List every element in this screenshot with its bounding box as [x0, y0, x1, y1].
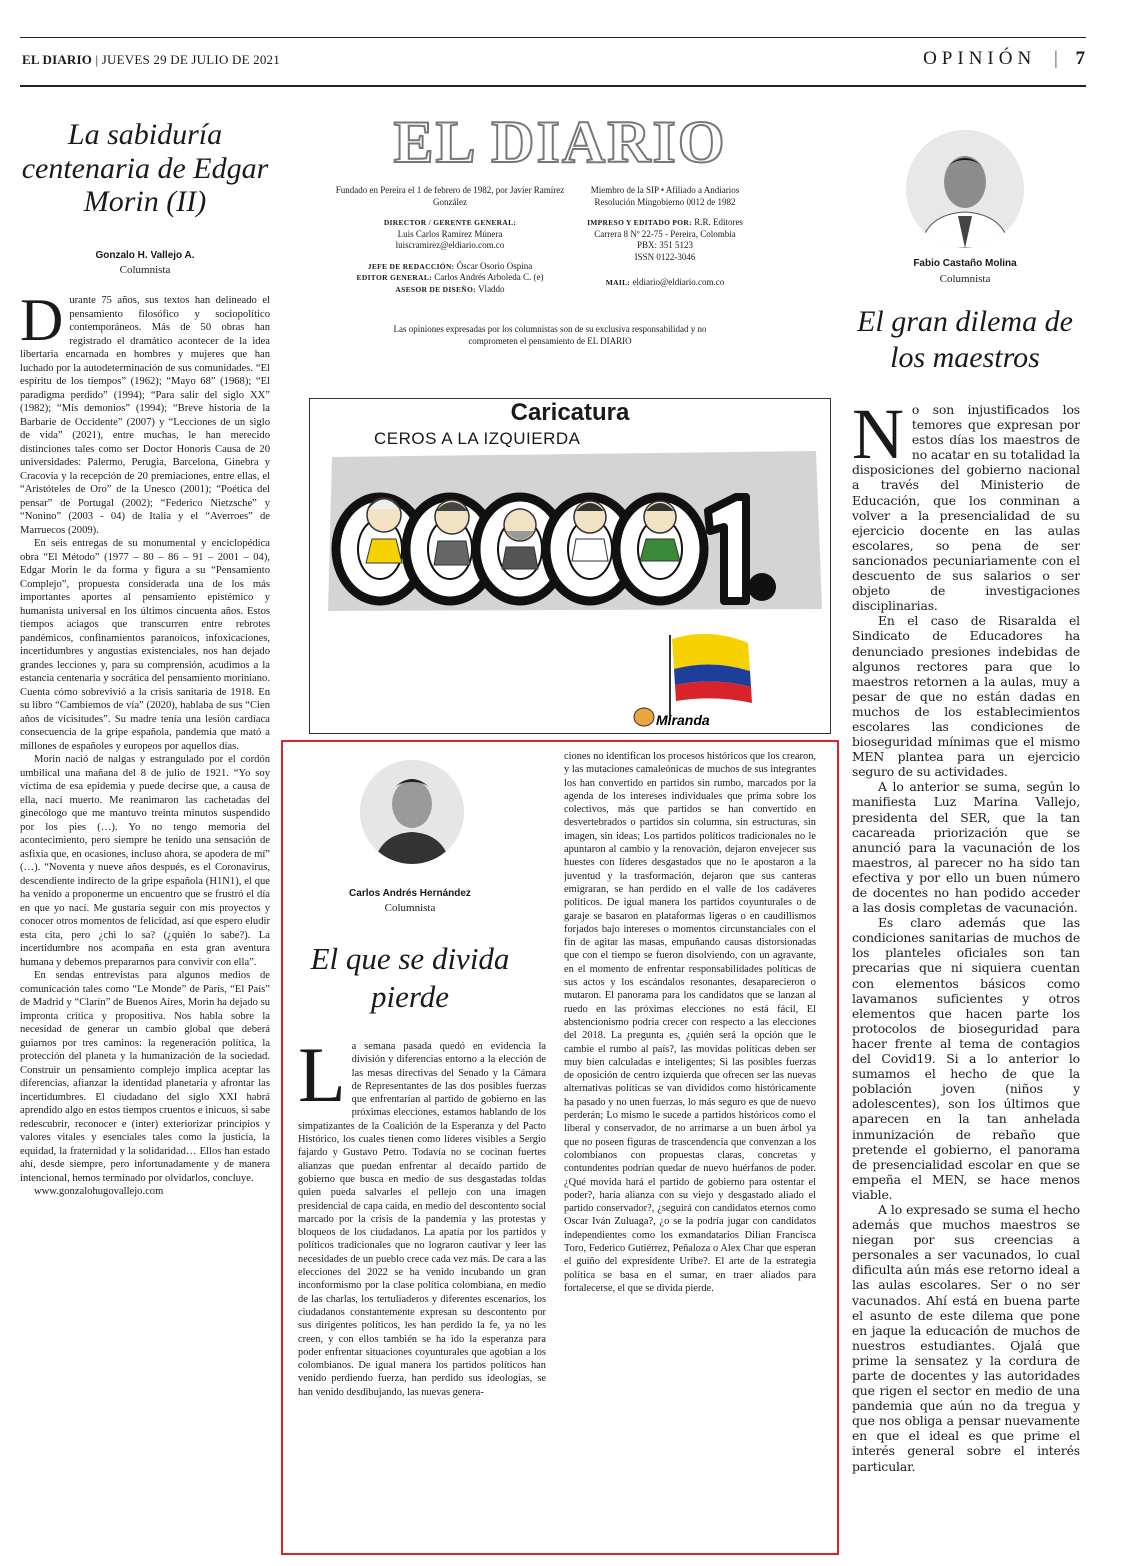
director-email: luiscramirez@eldiario.com.co [395, 240, 505, 250]
jefe-label: JEFE DE REDACCIÓN: [367, 261, 455, 271]
right-author-photo [906, 130, 1024, 248]
director-name: Luis Carlos Ramírez Múnera [397, 228, 503, 239]
left-paragraph-4: En sendas entrevistas para algunos medios de comunicación tales como “Le Monde” de París, “El País” de Madrid y “Clarín” de Buenos Aires, Morin ha dejado su impronta crítica y propositiva. Nos habla sobre la necesidad de generar un cambio global que deberá guiarnos por tres caminos: la regeneración política, la protección del planeta y la humanización de la sociedad. Construir un pensamiento complejo implica aceptar las diferencias, afianzar la identidad planetaria y afrontar las incertidumbres. El ciudadano del siglo XXI habrá aprendido algo en estos tiempos cruentos e inicuos, si sabe redescubrir, reconocer e (inter) exteriorizar principios y valores vitales y esenciales tales como la justicia, la equidad, la fraternidad y la solidaridad… Ellos han estado ahí, desde siempre, pero infortunadamente y de manera intencional, hemos terminado por olvidarlos, concluye. [20, 970, 270, 1184]
page-number: 7 [1075, 48, 1085, 69]
header-date: JUEVES 29 DE JULIO DE 2021 [101, 52, 280, 67]
asesor-name: Vladdo [478, 283, 505, 294]
masthead-left-block [330, 185, 570, 295]
right-author-name: Fabio Castaño Molina [913, 258, 1017, 269]
left-paragraph-3: Morin nació de nalgas y estrangulado por el cordón umbilical una mañana del 8 de julio de 1921. “Yo soy víctima de esa epidemia y puede decirse que, a causa de ella, nací muerto. Me reanimaron las cachetadas del ginecólogo que me mantuvo treinta minutos suspendido por los pies (…). Yo no tengo memoria del acontecimiento, pero siempre he tenido una sensación de asfixia que, en ocasiones, incluso ahora, se apodera de mí” (…). “Noventa y nueve años después, es el Coronavirus, descendiente indirecto de la gripe española (H1N1), el que ha venido a proponerme un encuentro que se frustró el día en que yo nací. Me gustaría seguir con mis proyectos y conocer otros momentos de felicidad, así que espero eludir esta cita, pero ¿chi lo sa? (¿quién lo sabe?). La incertidumbre nos acompaña en esta gran aventura humana y debemos prepararnos para convivir con ella”. [20, 754, 270, 968]
center-col1-text: a semana pasada quedó en evidencia la división y diferencias entorno a la elección de las mesas directivas del Senado y la Cámara de Representantes de las dos posibles fuerzas que enfrentarían al partido de gobierno en las próximas elecciones, estamos hablando de los simpatizantes de la Coalición de la Esperanza y del Pacto Histórico, los cuales tienen como líderes visibles a Sergio fajardo y Gustavo Petro. Todavía no se cocinan fuertes alianzas que puedan enfrentar al decaído partido de gobierno que busca en medio de sus desgastadas toldas quien pueda salvarles el pellejo con una imagen presidencial de capa caída, en medio del descontento social marcado por la crisis de la pandemia y las protestas y bloqueos de los ciudadanos. La apatía por los partidos y políticos tradicionales que no lograron cautivar y leer las necesidades de un pueblo crece cada vez más. De cara a las elecciones del 2022 se ha venido incubando un gran inconformismo por la clase política colombiana, en medio de las charlas, los tertuliaderos y diferentes escenarios, los ciudadanos constantemente expresan su descontento por sus dirigentes políticos, les han perdido la fe, ya no les creen, y con ellos también se ha ido la esperanza para poder enfrentar situaciones coyunturales que agobian a los colombianos. De igual manera los partidos políticos han venido perdiendo fuerza, han perdido sus ideologías, se han venido desdibujando, las nuevas genera- [298, 1041, 546, 1398]
asesor-label: ASESOR DE DISEÑO: [395, 284, 476, 294]
right-paragraph-5: A lo expresado se suma el hecho además que muchos maestros se niegan por sus creencias a personales a ser vacunados, lo cual dificulta aún más ese retorno ideal a las aulas escolares. Ser o no ser vacunados. Ahí está en buena parte el asunto de este dilema que pone en jaque la educación de muchos de nuestros estudiantes. Ojalá que prime la sensatez y la cordura de parte de docentes y las autoridades que rigen el sector en medio de una pandemia que aún no da tregua y que nos obliga a pensar nuevamente en que el ideal es que prime el interés general sobre el interés particular. [852, 1201, 1080, 1474]
left-drop-cap: D [20, 294, 64, 353]
section-name: OPINIÓN [923, 48, 1037, 69]
right-paragraph-3: A lo anterior se suma, según lo manifiesta Luz Marina Vallejo, presidenta del SER, que la tan cacareada priorización que se anunció para la vacunación de los maestros, al parecer no ha sido tan efectiva y por ello un buen número de docentes no han podido acceder a las dosis completas de vacunación. [852, 779, 1080, 916]
cartoon-frame [309, 398, 831, 734]
right-article-body [852, 402, 1080, 1552]
issn-text: ISSN 0122-3046 [634, 251, 696, 262]
left-article-body [20, 294, 270, 1530]
signature-mascot [634, 708, 654, 726]
editor-name: Carlos Andrés Arboleda C. (e) [434, 272, 544, 282]
cartoon-illustration [310, 399, 830, 733]
editor-label: EDITOR GENERAL: [356, 273, 432, 282]
center-author-role: Columnista [384, 902, 436, 914]
printed-name: R.R. Editores [694, 217, 743, 227]
center-article-title: El que se divida pierde [310, 941, 510, 1014]
right-drop-cap: N [852, 402, 904, 474]
right-paragraph-4: Es claro además que las condiciones sanitarias de muchos de los planteles oficiales son tan precarias que ni siquiera cuentan con elementos básicos como lavamanos suficientes y otros elementos que hacen parte los protocolos de bioseguridad para hacer frente al tema de contagios del Covid19. Si a lo anterior lo sumamos el hecho de que la población joven (niños y adolescentes), son los últimos que aparecen en la tan anhelada inmunización de rebaño que pretende el gobierno, el panorama de presencialidad escolar en que se empeña el MEN, se hace menos viable. [852, 915, 1080, 1202]
address-text: Carrera 8 Nº 22-75 - Pereira, Colombia [594, 228, 736, 239]
center-drop-cap: L [298, 1040, 346, 1118]
header-section [923, 48, 1085, 70]
top-rule [20, 37, 1086, 38]
cartoon-header: Caricatura [510, 399, 630, 426]
header-separator: | [95, 52, 102, 67]
masthead-logo: EL DIARIO [393, 109, 727, 175]
left-website: www.gonzalohugovallejo.com [34, 1186, 164, 1197]
right-author-avatar [906, 130, 1024, 248]
left-author-role: Columnista [119, 264, 171, 276]
cartoon-signature: Miranda [656, 712, 710, 728]
right-author-role: Columnista [939, 273, 991, 285]
director-label: DIRECTOR / GERENTE GENERAL: [383, 218, 517, 227]
right-article-title: El gran dilema de los maestros [857, 305, 1073, 374]
header-date-line [22, 52, 280, 68]
mail-label: MAIL: [605, 278, 631, 287]
center-author-photo [360, 760, 464, 864]
mail-address: eldiario@eldiario.com.co [632, 277, 725, 287]
left-article-title: La sabiduría centenaria de Edgar Morin (II) [21, 118, 269, 219]
header-separator-right: | [1053, 48, 1058, 69]
resolution-text: Resolución Mingobierno 0012 de 1982 [594, 196, 736, 207]
left-paragraph-2: En seis entregas de su monumental y enciclopédica obra “El Método” (1977 – 80 – 86 – 91 – 2001 – 04), Edgar Morin le da forma y figura a su “Pensamiento Complejo”, propuesta considerada una de los más importantes aportes al pensamiento epistémico y humanista universal en los últimos cincuenta años. Estos tiempos aciagos que transcurren entre rebrotes pandémicos, confinamientos paranoicos, infoxicaciones, incertidumbres y angustias existenciales, nos han dejado grandes lecciones y, para su comprensión, acudimos a la estancia centenaria y socrática del pensamiento moriniano. Cuenta cómo sobrevivió a la crisis sanitaria de 1918. En su libro “Cambiemos de vía” (2020), hablaba de sus “Cien años de vicisitudes”. Su madre tenía una lesión cardíaca consecuencia de la gripe española, pandemia que mató a millones de españoles y europeos por aquellos días. [20, 538, 270, 752]
right-paragraph-1: o son injustificados los temores que expresan por estos días los maestros de no acatar en su totalidad la disposiciones del gobierno nacional a través del Ministerio de Educación, que los conminan a volver a la presencialidad de su ejercicio docente en las aulas escolares, so pena de ser sancionados pecuniariamente con el descuento de sus salarios o ser objeto de investigaciones disciplinarias. [852, 402, 1080, 614]
left-author-name: Gonzalo H. Vallejo A. [95, 250, 195, 261]
colombian-flag [670, 634, 752, 719]
masthead-disclaimer: Las opiniones expresadas por los columnistas son de su exclusiva responsabilidad y no comprometen el pensamiento de EL DIARIO [393, 324, 707, 346]
founded-text: Fundado en Pereira el 1 de febrero de 1982, por Javier Ramírez González [335, 185, 565, 207]
center-article-col1 [298, 1040, 546, 1540]
cartoon-caption: CEROS A LA IZQUIERDA [374, 429, 581, 448]
center-col2-text: ciones no identifican los procesos históricos que los crearon, y las mutaciones camaleónicas de muchos de sus integrantes los han convertido en partidos sin rumbo, marcados por la agenda de los intereses individuales que prima sobre los colectivos, más que partidos se han convertido en desvertebrados o partidos sin columna, sin estructuras, sin imagen, sin ideas; Los partidos políticos tradicionales no le apuntaron al cambio y la renovación, dejaron envejecer sus huestes con líderes desgastados que no le apostaron a la juventud y la trasformación, dejaron que sus canteras emigraran, se han perdido en el valle de los cadáveres políticos. De igual manera los partidos coyunturales o de garaje se basaron en plataformas ligeras o en caudillismos forjados bajo intereses o momentos circunstanciales con el fin de agitar las masas, empuñando causas distorsionadas que con el tiempo se fueron disolviendo, con un agravante, en el momento de enfrentar responsabilidades políticas de sus actos y los escándalos resonantes, desaparecieron o mutaron. El panorama para los candidatos que se lanzan al ruedo en las próximas elecciones no está fácil, El abstencionismo podría crecer con respecto a las elecciones del 2018. La pregunta es, ¿quién será la opción que le cambie el rumbo al país?, las movidas políticas deben ser muy bien calculadas e inteligentes; Si las posibles fuerzas de oposición de centro izquierda que ofrecen ser las nuevas alternativas políticas se van divididos como históricamente ha pasado y no unen fuerzas, lo más seguro es que de nuevo perderán; Lo mismo le sucede a partidos históricos como el liberal y conservador, de no arrimarse a un buen árbol ya que no poseen figuras de trascendencia que convenzan a los colombianos con propuestas claras, concretas y contundentes podrían quedar de nuevo huérfanos de poder. ¿Qué movida hará el partido de gobierno para ostentar el poder?, haría alianza con su viejo y desgastado aliado el partido conservador?, ¿seguirá con candidatos eternos como Oscar Iván Zuluaga?, ¿o se la podría jugar con candidatos independientes como los exmandatarios Dilian Francisca Toro, Federico Gutiérrez, Peñaloza o Alex Char que esperan el guiño del expresidente Uribe?. El arte de la estrategia política se basa en el sumar, en traer aliados para fortalecerse, el que se divida pierde. [564, 751, 816, 1294]
cartoon-dot [748, 573, 776, 601]
jefe-name: Óscar Osorio Ospina [456, 260, 533, 271]
member-text: Miembro de la SIP • Afiliado a Andiarios [590, 185, 740, 195]
header-rule [20, 85, 1086, 87]
center-author-avatar [360, 760, 464, 864]
right-paragraph-2: En el caso de Risaralda el Sindicato de Educadores ha denunciado presiones indebidas de algunos rectores para que lo maestros retornen a la aulas, muy a pesar de que no están dadas en muchos de los establecimientos escolares las condiciones de bioseguridad mínimas que el mismo MEN plantea para un ejercicio seguro de su actividades. [852, 613, 1080, 780]
left-paragraph-1: urante 75 años, sus textos han delineado el pensamiento filosófico y sociopolítico contemporáneos. Más de 50 obras han registrado el dramático acontecer de la idea libertaria encarnada en hombres y mujeres que han luchado por la autodeterminación de sus comunidades. “El espíritu de los tiempos” (1962); “Mayo 68” (1968); “El paradigma perdido” (1994); “Para salir del siglo XX” (1982); “Mis demonios” (1994); “Breve historia de la Barbarie de Occidente” (2007) y “Lecciones de un siglo de vida” (2021), entre muchas, le han merecido distinciones tales como ser Doctor Honoris Causa de 20 universidades: Palermo, Perugia, Barcelona, Ginebra y Cracovia y la recepción de 20 premiaciones, entre ellas, el “Aristóteles de Oro” de la Unesco (2001); “Poética del pensar” de Portugal (2002); “Federico Nietzsche” y “Nonino” (2003 - 04) de Italia y el “Averroes” de Marruecos (2009). [20, 295, 270, 536]
center-author-name: Carlos Andrés Hernández [349, 888, 471, 899]
printed-label: IMPRESO Y EDITADO POR: [587, 218, 692, 227]
center-article-col2 [564, 750, 816, 1540]
pbx-text: PBX: 351 5123 [636, 240, 693, 250]
header-paper-name: EL DIARIO [22, 52, 93, 67]
masthead-right-block [560, 185, 770, 289]
